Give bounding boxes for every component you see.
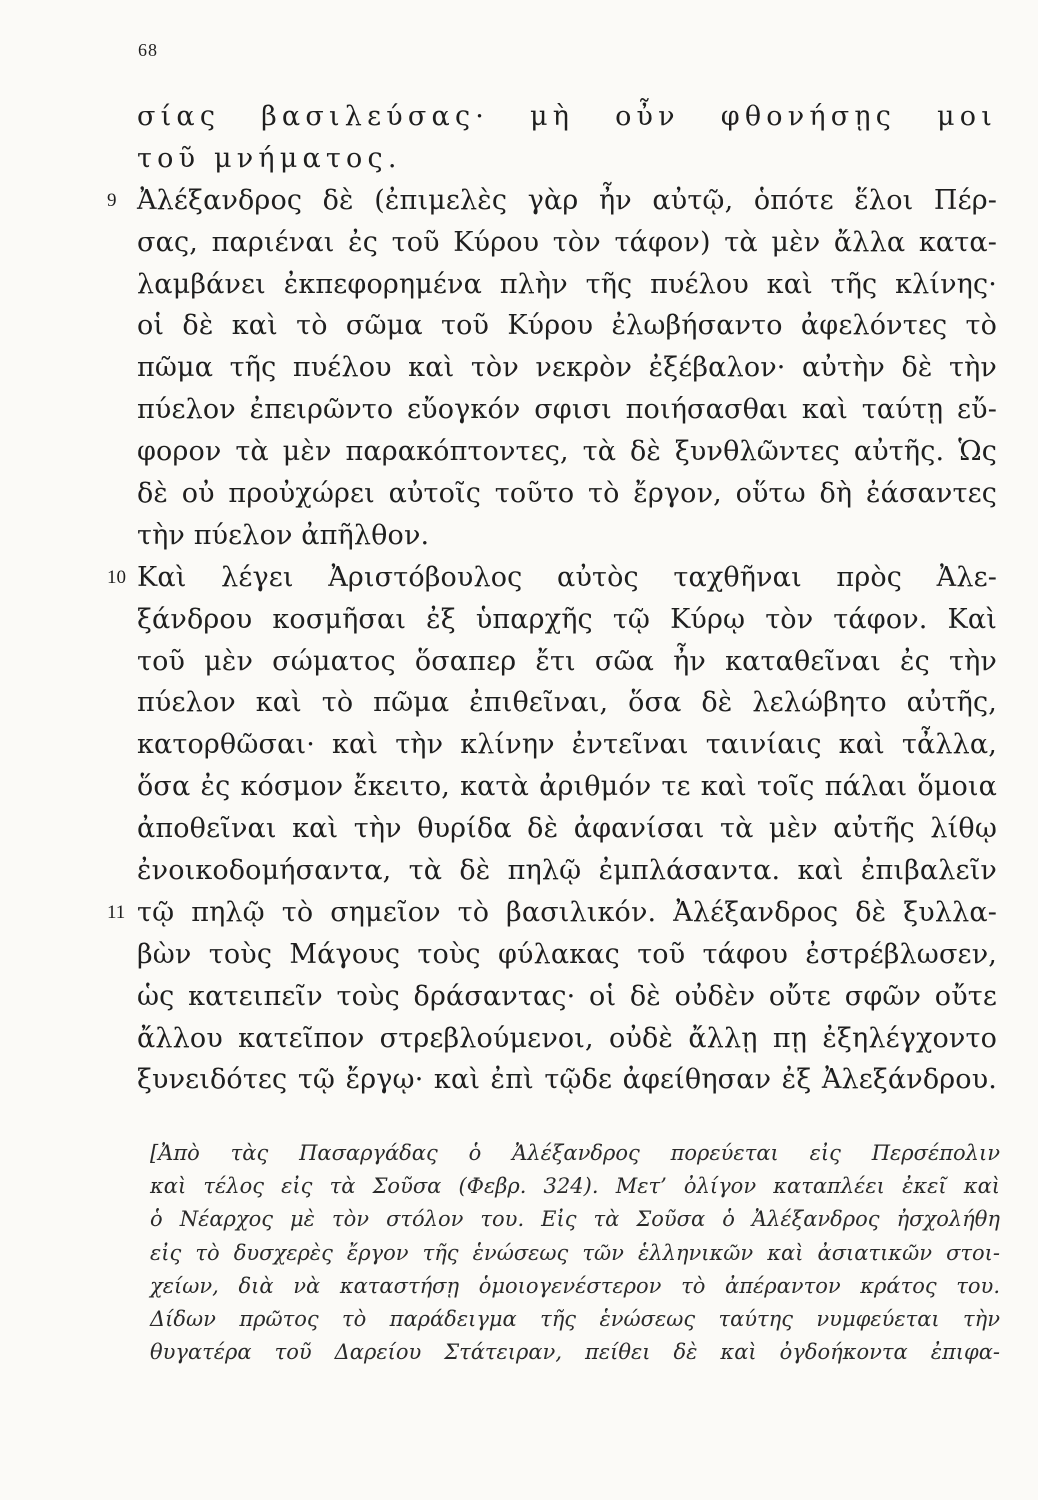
text-line	[137, 850, 997, 892]
text-line	[137, 766, 997, 808]
note-line: Δίδων πρῶτος τὸ παράδειγμα τῆς ἑνώσεως ταύτης νυμφεύεται τὴν	[150, 1306, 1000, 1331]
line-text: πύελον ἐπειρῶντο εὔογκόν σφισι ποιήσασθαι καὶ ταύτῃ εὔ-	[137, 394, 997, 426]
text-line	[137, 138, 997, 180]
text-line	[137, 431, 997, 473]
line-text: πῶμα τῆς πυέλου καὶ τὸν νεκρὸν ἐξέβαλον· αὐτὴν δὲ τὴν	[137, 352, 997, 384]
text-line	[137, 96, 997, 138]
line-text: λαμβάνει ἐκπεφορημένα πλὴν τῆς πυέλου καὶ τῆς κλίνης·	[137, 268, 997, 300]
text-line	[137, 515, 997, 557]
line-text: τοῦ μὲν σώματος ὅσαπερ ἔτι σῶα ἦν καταθεῖναι ἐς τὴν	[137, 645, 997, 677]
line-text: δὲ οὐ προὐχώρει αὐτοῖς τοῦτο τὸ ἔργον, οὕτω δὴ ἐάσαντες	[137, 478, 997, 510]
text-line	[137, 1059, 997, 1101]
text-line	[137, 347, 997, 389]
page-number: 68	[138, 40, 158, 60]
line-text: ξυνειδότες τῷ ἔργῳ· καὶ ἐπὶ τῷδε ἀφείθησαν ἐξ Ἀλεξάνδρου.	[137, 1064, 997, 1096]
line-text: τὴν πύελον ἀπῆλθον.	[137, 519, 430, 551]
note-line: εἰς τὸ δυσχερὲς ἔργον τῆς ἑνώσεως τῶν ἑλληνικῶν καὶ ἀσιατικῶν στοι-	[150, 1240, 1000, 1265]
text-line	[107, 892, 997, 934]
note-line: καὶ τέλος εἰς τὰ Σοῦσα (Φεβρ. 324). Μετ’ ὀλίγον καταπλέει ἐκεῖ καὶ	[150, 1174, 1000, 1199]
line-text: σας, παριέναι ἐς τοῦ Κύρου τὸν τάφον) τὰ μὲν ἄλλα κατα-	[137, 226, 997, 258]
text-line	[137, 1018, 997, 1060]
note-line: θυγατέρα τοῦ Δαρείου Στάτειραν, πείθει δὲ καὶ ὀγδοήκοντα ἐπιφα-	[150, 1340, 1000, 1365]
section-number: 9	[107, 189, 117, 211]
line-text: ἐνοικοδομήσαντα, τὰ δὲ πηλῷ ἐμπλάσαντα. καὶ ἐπιβαλεῖν	[137, 855, 997, 887]
line-text: πύελον καὶ τὸ πῶμα ἐπιθεῖναι, ὅσα δὲ λελώβητο αὐτῆς,	[137, 687, 997, 719]
text-line	[137, 682, 997, 724]
line-text: τῷ πηλῷ τὸ σημεῖον τὸ βασιλικόν. Ἀλέξανδρος δὲ ξυλλα-	[137, 896, 997, 928]
editorial-note	[150, 1137, 1000, 1369]
text-line	[137, 473, 997, 515]
text-line	[137, 724, 997, 766]
text-line	[137, 264, 997, 306]
line-text: κατορθῶσαι· καὶ τὴν κλίνην ἐντεῖναι ταινίαις καὶ τἆλλα,	[137, 729, 997, 761]
line-text: ὡς κατειπεῖν τοὺς δράσαντας· οἱ δὲ οὐδὲν οὔτε σφῶν οὔτε	[137, 980, 997, 1012]
line-text: φορον τὰ μὲν παρακόπτοντες, τὰ δὲ ξυνθλῶντες αὐτῆς. Ὡς	[137, 436, 997, 468]
line-text: σίας βασιλεύσας· μὴ οὖν φθονήσῃς μοι	[137, 101, 997, 132]
line-text: οἱ δὲ καὶ τὸ σῶμα τοῦ Κύρου ἐλωβήσαντο ἀφελόντες τὸ	[137, 310, 997, 342]
line-text: ἄλλου κατεῖπον στρεβλούμενοι, οὐδὲ ἄλλῃ πῃ ἐξηλέγχοντο	[137, 1022, 997, 1054]
text-line	[137, 808, 997, 850]
main-text-block	[107, 96, 997, 1101]
note-line: [Ἀπὸ τὰς Πασαργάδας ὁ Ἀλέξανδρος πορεύεται εἰς Περσέπολιν	[150, 1141, 1000, 1165]
text-line	[107, 180, 997, 222]
text-line	[137, 934, 997, 976]
text-line	[137, 222, 997, 264]
section-number: 10	[107, 566, 126, 588]
line-text: βὼν τοὺς Μάγους τοὺς φύλακας τοῦ τάφου ἐστρέβλωσεν,	[137, 938, 997, 970]
note-line: χείων, διὰ νὰ καταστήσῃ ὁμοιογενέστερον τὸ ἀπέραντον κράτος του.	[150, 1273, 1000, 1298]
text-line	[107, 557, 997, 599]
text-line	[137, 599, 997, 641]
text-line	[137, 305, 997, 347]
line-text: ξάνδρου κοσμῆσαι ἐξ ὑπαρχῆς τῷ Κύρῳ τὸν τάφον. Καὶ	[137, 603, 997, 635]
section-number: 11	[107, 901, 126, 923]
text-line	[137, 389, 997, 431]
line-text: Καὶ λέγει Ἀριστόβουλος αὐτὸς ταχθῆναι πρὸς Ἀλε-	[137, 561, 997, 593]
line-text: ὅσα ἐς κόσμον ἔκειτο, κατὰ ἀριθμόν τε καὶ τοῖς πάλαι ὅμοια	[137, 771, 997, 803]
note-line: ὁ Νέαρχος μὲ τὸν στόλον του. Εἰς τὰ Σοῦσα ὁ Ἀλέξανδρος ἠσχολήθη	[150, 1207, 1000, 1232]
text-line	[137, 641, 997, 683]
line-text: τοῦ μνήματος.	[137, 142, 402, 174]
line-text: ἀποθεῖναι καὶ τὴν θυρίδα δὲ ἀφανίσαι τὰ μὲν αὐτῆς λίθῳ	[137, 813, 997, 845]
text-line	[137, 976, 997, 1018]
line-text: Ἀλέξανδρος δὲ (ἐπιμελὲς γὰρ ἦν αὐτῷ, ὁπότε ἕλοι Πέρ-	[137, 184, 997, 216]
